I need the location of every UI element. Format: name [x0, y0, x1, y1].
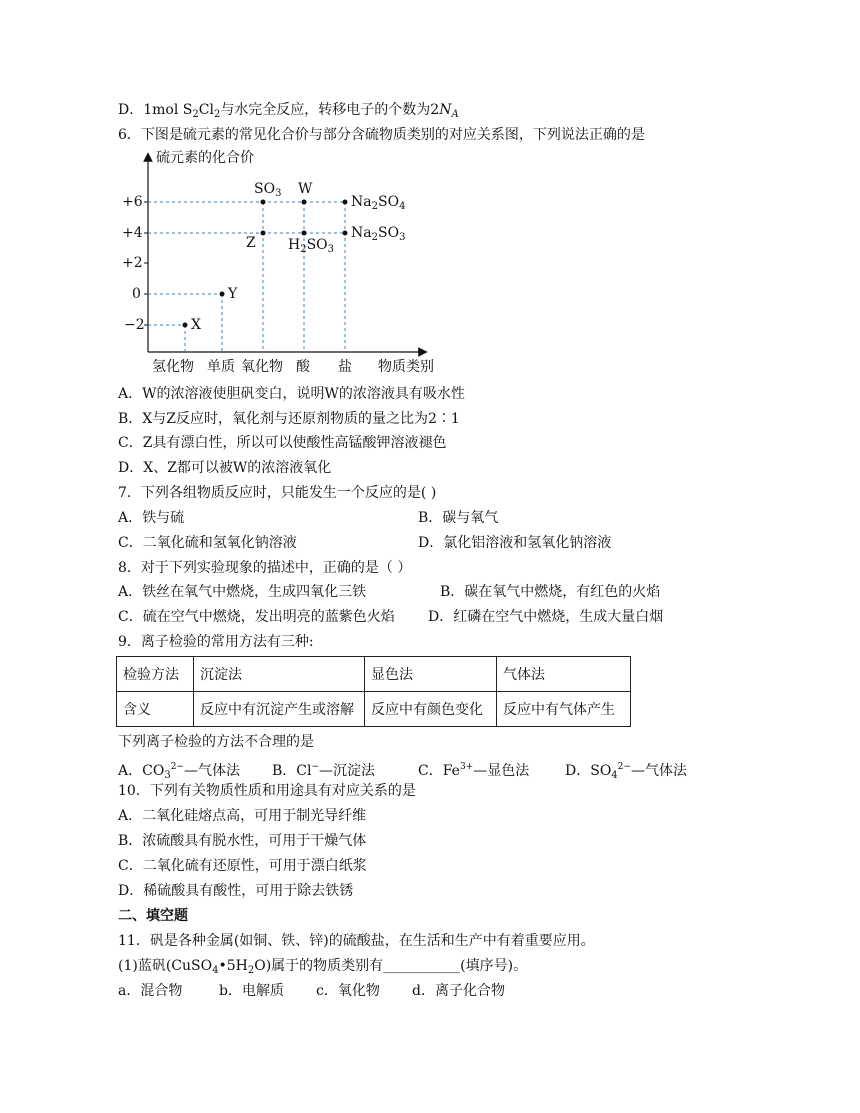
x-cat-oxide: 氧化物 — [241, 359, 283, 375]
q6-option-a: A．W的浓溶液使胆矾变白，说明W的浓溶液具有吸水性 — [118, 386, 465, 402]
section-heading: 二、填空题 — [118, 908, 188, 924]
q5-option-d — [118, 100, 459, 125]
label-na2so4: $Na_2SO_4$ — [351, 194, 406, 212]
y-tick-plus2: +2 — [122, 255, 143, 271]
q8-stem: 8．对于下列实验现象的描述中，正确的是（ ） — [118, 560, 412, 576]
point-w — [302, 200, 307, 205]
q5-d-sub-2: 2 — [213, 109, 221, 120]
q5-d-text-3: 与水完全反应，转移电子的个数为2 — [220, 102, 440, 118]
q11-choice-d: d．离子化合物 — [412, 983, 505, 999]
table-cell: 反应中有颜色变化 — [365, 692, 497, 727]
q9-option-a: A．$CO_3^{2-}—$气体法 — [118, 762, 240, 781]
q8-option-d: D．红磷在空气中燃烧，生成大量白烟 — [428, 609, 664, 625]
label-w: W — [298, 181, 313, 197]
y-tick-plus4: +4 — [122, 225, 143, 241]
q9-option-d: D．$SO_4^{2-}—$气体法 — [565, 762, 687, 781]
y-tick-minus2: −2 — [124, 317, 145, 333]
table-cell: 显色法 — [365, 657, 497, 692]
q5-d-text-2: Cl — [198, 102, 214, 118]
q11-choice-a: a．混合物 — [118, 983, 183, 999]
label-x: X — [191, 317, 201, 333]
table-header-row — [117, 657, 631, 692]
q11-choice-b: b．电解质 — [219, 983, 284, 999]
q9-option-c: C．$Fe^{3+}—$显色法 — [418, 762, 530, 779]
q10-option-b: B．浓硫酸具有脱水性，可用于干燥气体 — [118, 833, 367, 849]
label-na2so3: $Na_2SO_3$ — [351, 225, 406, 243]
q7-option-a: A．铁与硫 — [118, 510, 185, 526]
label-y: Y — [228, 286, 238, 302]
q7-option-c: C．二氧化硫和氢氧化钠溶液 — [118, 535, 297, 551]
q9-question: 下列离子检验的方法不合理的是 — [118, 734, 314, 750]
q5-d-sub-1: 2 — [192, 109, 199, 120]
q5-d-n: N — [439, 102, 452, 118]
point-x — [183, 323, 188, 328]
ion-test-method-table — [116, 656, 631, 727]
q5-d-text-1: D．1mol S — [118, 102, 193, 118]
x-cat-acid: 酸 — [296, 359, 310, 375]
q10-option-c: C．二氧化硫有还原性，可用于漂白纸浆 — [118, 858, 367, 874]
q9-option-b: B．Cl−—沉淀法 — [272, 762, 376, 779]
y-axis-title: 硫元素的化合价 — [156, 150, 254, 166]
table-cell: 气体法 — [497, 657, 631, 692]
table-cell: 检验方法 — [117, 657, 194, 692]
q11-choice-c: c．氧化物 — [316, 983, 380, 999]
q6-option-b: B．X与Z反应时，氧化剂与还原剂物质的量之比为2∶1 — [118, 411, 460, 427]
q6-stem: 6．下图是硫元素的常见化合价与部分含硫物质类别的对应关系图，下列说法正确的是 — [118, 127, 645, 143]
q8-option-c: C．硫在空气中燃烧，发出明亮的蓝紫色火焰 — [118, 609, 395, 625]
point-z — [261, 231, 266, 236]
table-cell: 含义 — [117, 692, 194, 727]
point-na2so4 — [343, 200, 348, 205]
x-cat-salt: 盐 — [338, 359, 352, 375]
q10-stem: 10．下列有关物质性质和用途具有对应关系的是 — [118, 783, 416, 799]
q6-option-c: C．Z具有漂白性，所以可以使酸性高锰酸钾溶液褪色 — [118, 435, 447, 451]
q8-option-b: B．碳在氧气中燃烧，有红色的火焰 — [440, 584, 661, 600]
q8-option-a: A．铁丝在氧气中燃烧，生成四氧化三铁 — [118, 584, 367, 600]
q5-d-a: A — [451, 109, 459, 120]
q10-option-d: D．稀硫酸具有酸性，可用于除去铁锈 — [118, 883, 354, 899]
point-na2so3 — [343, 231, 348, 236]
point-y — [220, 292, 225, 297]
x-cat-hydride: 氢化物 — [152, 359, 194, 375]
y-tick-0: 0 — [132, 286, 141, 302]
q6-option-d: D．X、Z都可以被W的浓溶液氧化 — [118, 460, 332, 476]
q11-sub1: (1)蓝矾$(CuSO_4•5H_2O)$属于的物质类别有___________(填序号)。 — [118, 958, 528, 976]
label-z: Z — [246, 235, 256, 251]
q7-stem: 7．下列各组物质反应时，只能发生一个反应的是( ) — [118, 485, 437, 501]
table-cell: 反应中有气体产生 — [497, 692, 631, 727]
table-row — [117, 692, 631, 727]
label-so3: $SO_3$ — [254, 181, 282, 199]
y-tick-plus6: +6 — [122, 194, 143, 210]
point-h2so3 — [302, 231, 307, 236]
dashed-guides — [148, 202, 345, 352]
q10-option-a: A．二氧化硅熔点高，可用于制光导纤维 — [118, 808, 367, 824]
q7-option-b: B．碳与氧气 — [418, 510, 499, 526]
table-cell: 反应中有沉淀产生或溶解 — [194, 692, 365, 727]
table-cell: 沉淀法 — [194, 657, 365, 692]
valence-category-diagram — [118, 147, 438, 382]
x-axis-title: 物质类别 — [378, 359, 434, 375]
label-h2so3: $H_2SO_3$ — [288, 237, 335, 255]
q7-option-d: D．氯化铝溶液和氢氧化钠溶液 — [418, 535, 612, 551]
q11-stem: 11．矾是各种金属(如铜、铁、锌)的硫酸盐，在生活和生产中有着重要应用。 — [118, 933, 595, 949]
x-cat-element: 单质 — [207, 359, 235, 375]
q9-stem: 9．离子检验的常用方法有三种: — [118, 634, 314, 650]
